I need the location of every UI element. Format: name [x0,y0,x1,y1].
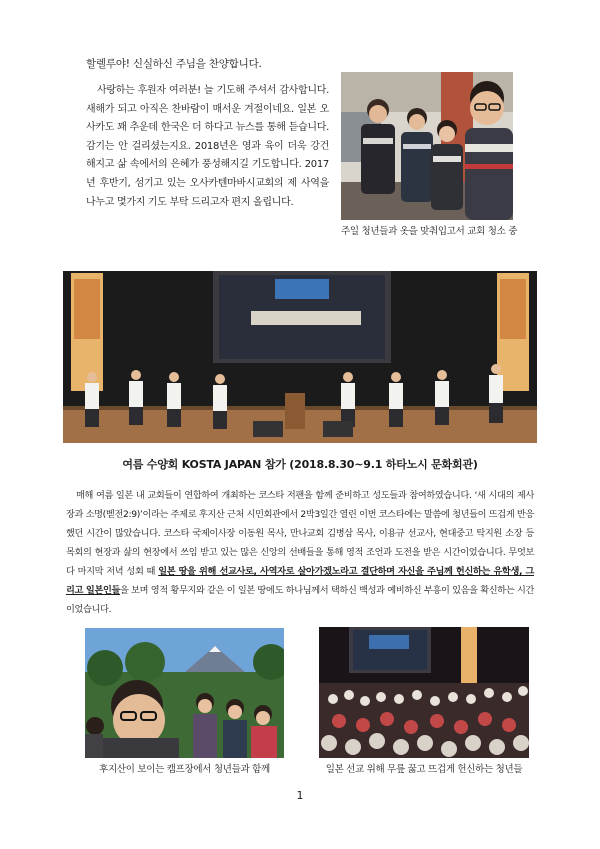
kneel-photo-caption: 일본 선교 위해 무릎 꿇고 뜨겁게 헌신하는 청년들 [325,764,523,775]
greeting-line: 할렐루야! 신실하신 주님을 찬양합니다. [86,58,262,70]
youth-photo-caption: 주일 청년들과 옷을 맞춰입고서 교회 청소 중 [341,226,518,237]
camp-photo-caption: 후지산이 보이는 캠프장에서 청년들과 함께 [99,764,270,775]
kosta-stage-photo [63,271,537,443]
youth-group-photo [341,72,513,220]
report-text-part-1: 매해 여름 일본 내 교회들이 연합하여 개최하는 코스타 저팬을 함께 준비하고 성도들과 참여하였습니다. ‘새 시대의 제사장과 소명(벧전2:9)’이라는 주제로 후지산 근처 시민회관에서 2박3일간 열린 이번 코스타에는 말씀에 청년들이 뜨겁게 반응했던 시간이 많았습니다. 코스타 국제이사장 이동원 목사, 만나교회 김병삼 목사, 이용규 선교사, 현대중고 탁지원 소장 등 목회의 현장과 삶의 현장에서 쓰임 받고 있는 많은 신앙의 선배들을 통해 영적 조언과 도전을 받은 시간이었습니다. 무엇보다 마지막 저녁 성회 때 [66,490,534,577]
kneeling-prayer-photo [319,627,529,758]
report-text-part-2: 을 보며 영적 황무지와 같은 이 일본 땅에도 하나님께서 택하신 백성과 예비하신 부흥이 있음을 확신하는 시간이었습니다. [66,585,535,615]
page-number: 1 [296,789,304,802]
intro-paragraph: 사랑하는 후원자 여러분! 늘 기도해 주셔서 감사합니다. 새해가 되고 아직은 찬바람이 매서운 겨절이네요. 일본 오사카도 꽤 추운데 한국은 더 하다고 뉴스를 통해 듣습니다. 감기는 안 걸리셨는지요. 2018년은 영과 육이 더욱 강건해지고 삶 속에서의 은혜가 풍성해지길 기도합니다. 2017년 후반기, 섬기고 있는 오사카텐마바시교회의 제 사역을 나누고 몇가지 기도 부탁 드리고자 편지 올립니다. [86,85,329,208]
camp-fuji-photo [85,628,284,758]
report-highlight-text: 일본 땅을 위해 선교사로, 사역자로 살아가겠노라고 결단하며 자신을 주님께 헌신하는 유학생, 그리고 일본인들 [66,566,534,596]
kosta-report-paragraph [66,486,534,619]
event-title: 여름 수양회 KOSTA JAPAN 참가 (2018.8.30~9.1 하타노시 문화회관) [122,458,478,471]
